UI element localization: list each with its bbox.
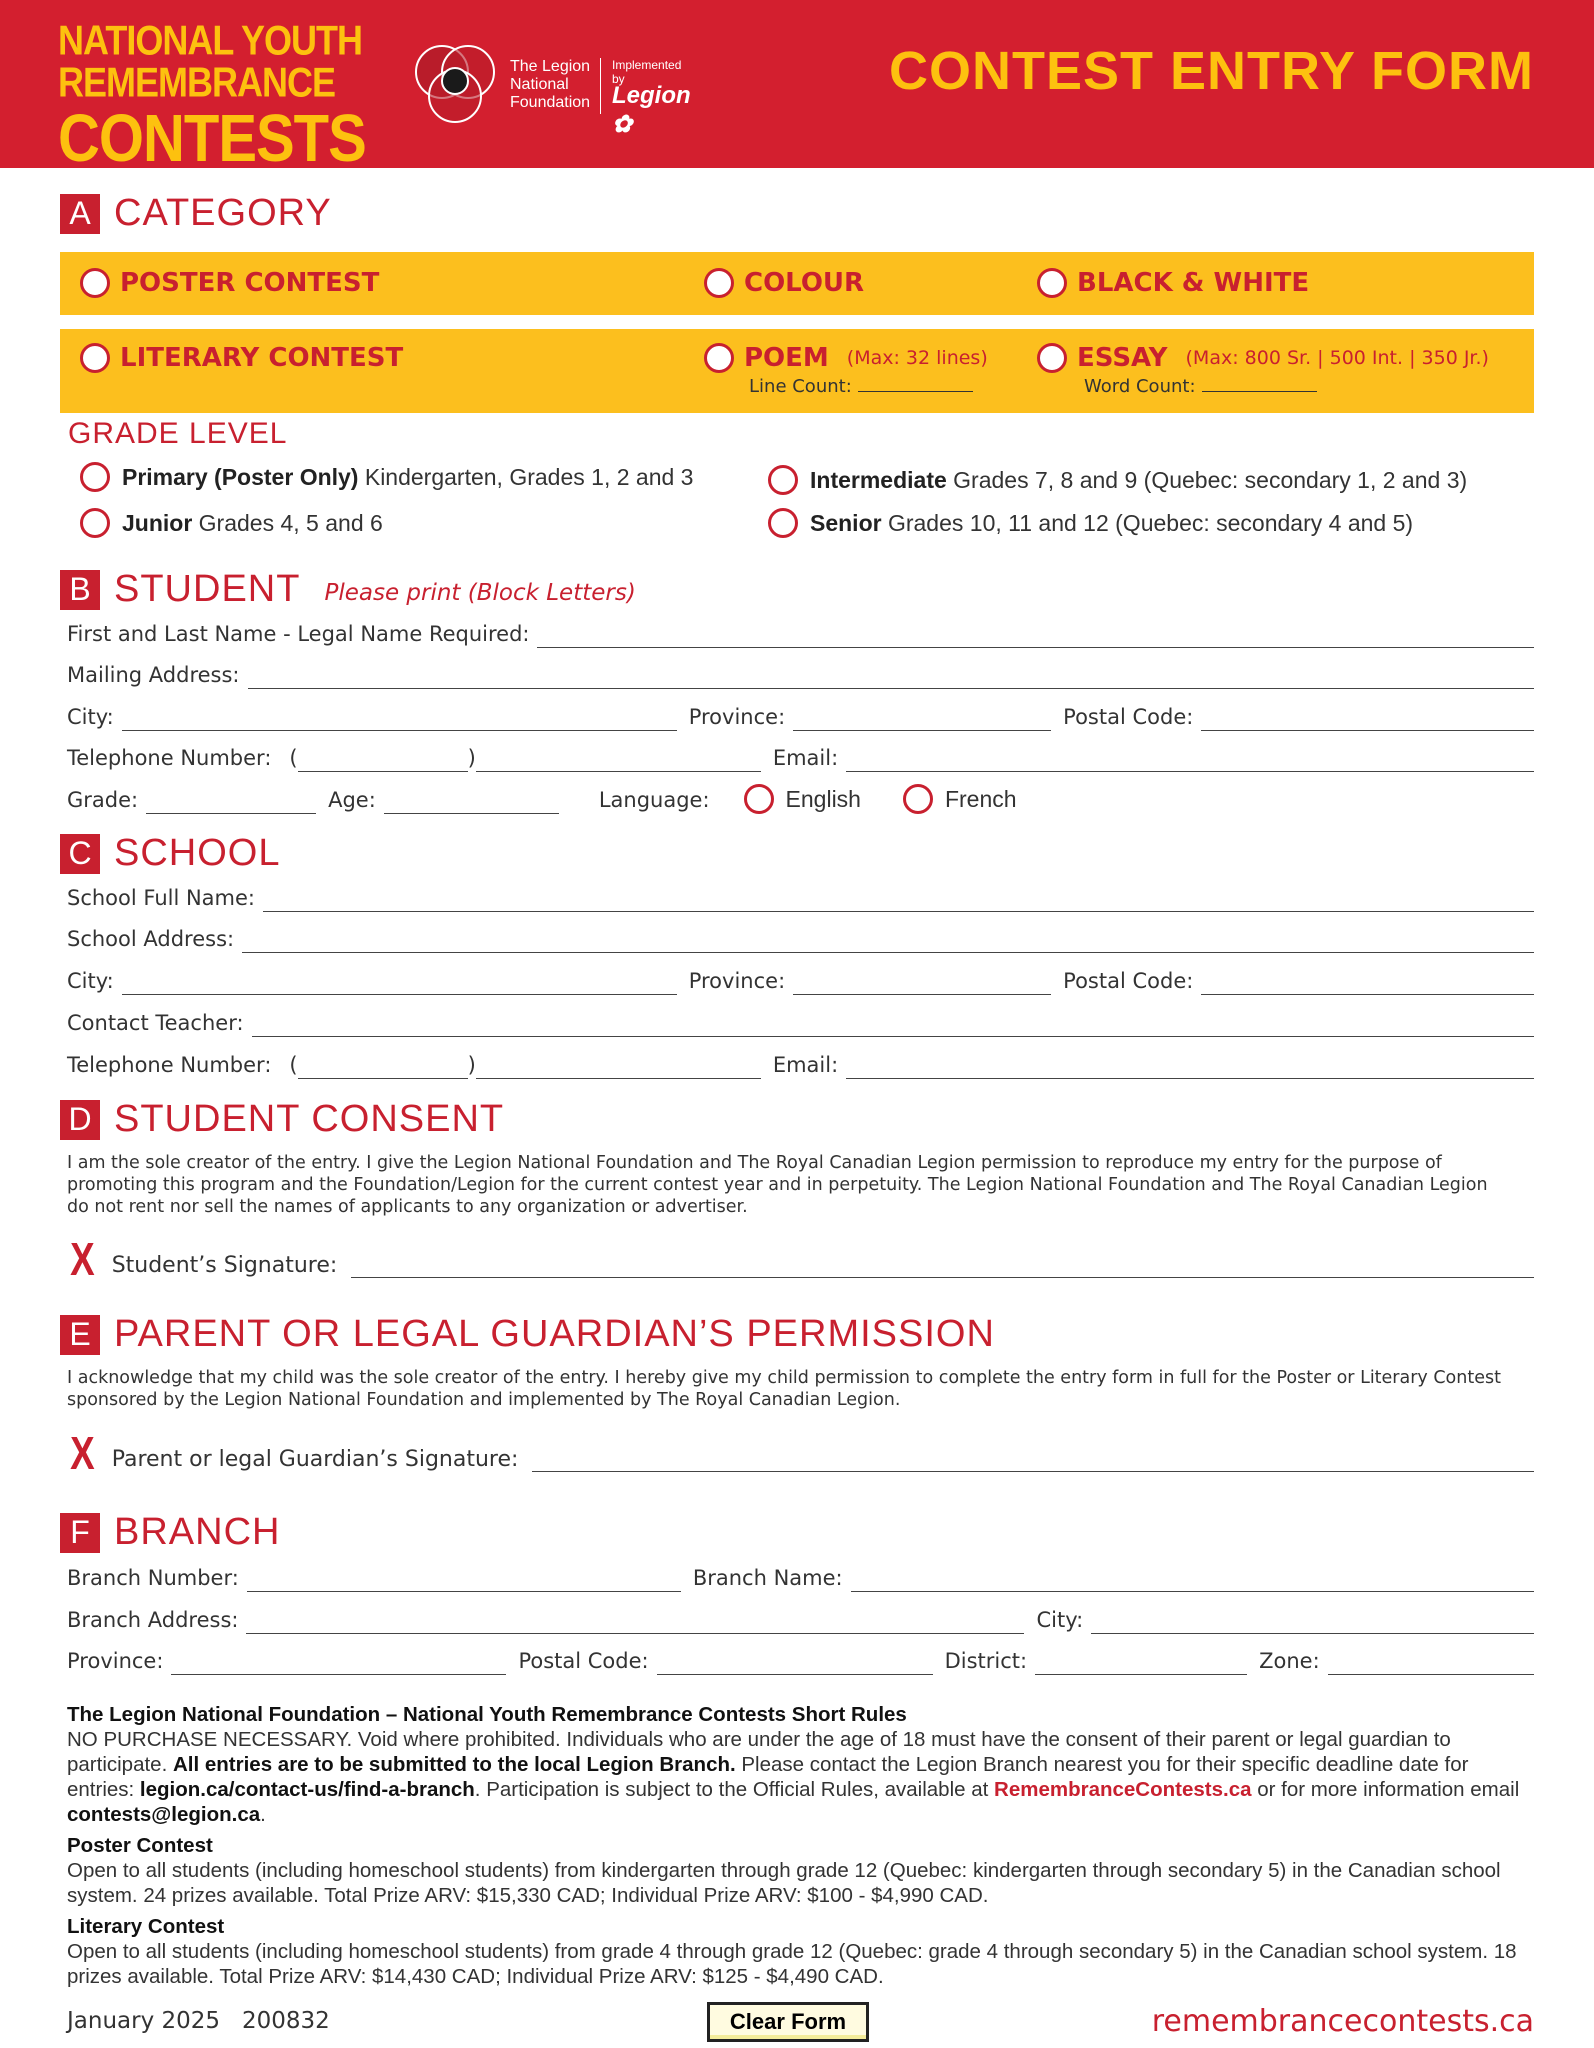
print-note: Please print (Block Letters) [324, 579, 636, 606]
field-label: Student’s Signature: [111, 1253, 338, 1278]
grade-desc: Grades 10, 11 and 12 (Quebec: secondary 4 and 5) [887, 509, 1414, 536]
field-label: Province: [688, 705, 786, 729]
guardian-signature-input[interactable] [532, 1450, 1534, 1472]
grade-desc: Grades 7, 8 and 9 (Quebec: secondary 1, 2 and 3) [953, 466, 1468, 493]
field-label: School Full Name: [67, 886, 256, 910]
short-rules [67, 1696, 1534, 1989]
x-mark-icon: X [70, 1233, 95, 1285]
language-english-option[interactable] [744, 784, 861, 814]
field-label: Parent or legal Guardian’s Signature: [111, 1447, 519, 1472]
student-age-input[interactable] [384, 792, 559, 814]
section-letter: E [60, 1315, 100, 1355]
section-letter: A [60, 194, 100, 234]
student-phone-input[interactable] [476, 750, 761, 772]
section-letter: F [60, 1513, 100, 1553]
grade-intermediate-option[interactable] [768, 465, 1467, 495]
logo-line: CONTESTS [58, 101, 366, 177]
form-title: CONTEST ENTRY FORM [888, 41, 1534, 101]
student-postal-input[interactable] [1201, 709, 1534, 731]
branch-province-row [67, 1645, 1534, 1675]
radio-button[interactable] [768, 508, 798, 538]
branch-district-input[interactable] [1035, 1653, 1247, 1675]
field-label: City: [67, 705, 114, 729]
school-city-row [67, 965, 1534, 995]
radio-button[interactable] [80, 508, 110, 538]
poppy-icon: ✿ [612, 111, 633, 138]
student-signature-row [67, 1233, 1534, 1285]
student-email-input[interactable] [846, 750, 1534, 772]
section-branch-heading [60, 1511, 280, 1554]
black-white-option[interactable] [1037, 268, 1309, 298]
paren: ( [289, 746, 298, 770]
field-label: Postal Code: [518, 1649, 649, 1673]
section-permission-heading [60, 1313, 995, 1356]
section-letter: D [60, 1100, 100, 1140]
field-label: Province: [67, 1649, 164, 1673]
clear-form-button[interactable]: Clear Form [707, 2002, 869, 2042]
school-postal-input[interactable] [1201, 973, 1534, 995]
student-grade-row [67, 784, 1534, 814]
section-title: PARENT OR LEGAL GUARDIAN’S PERMISSION [114, 1313, 995, 1355]
grade-name: Intermediate [810, 466, 947, 493]
language-french-option[interactable] [903, 784, 1017, 814]
colour-option[interactable] [704, 268, 864, 298]
poster-rules-title: Poster Contest [67, 1834, 213, 1857]
section-title: BRANCH [114, 1511, 281, 1553]
official-rules-link[interactable]: RemembranceContests.ca [994, 1778, 1252, 1801]
field-label: City: [67, 969, 114, 993]
section-school-heading [60, 832, 280, 875]
section-category-heading [60, 192, 332, 235]
divider [600, 58, 601, 114]
branch-address-row [67, 1604, 1534, 1634]
section-title: STUDENT CONSENT [114, 1098, 505, 1140]
find-branch-link[interactable]: legion.ca/contact-us/find-a-branch [139, 1778, 475, 1801]
school-province-input[interactable] [793, 973, 1051, 995]
foundation-name: The Legion National Foundation [510, 58, 591, 111]
radio-button[interactable] [768, 465, 798, 495]
grade-name: Junior [122, 509, 193, 536]
school-name-row [67, 882, 1534, 912]
field-label: Mailing Address: [67, 663, 240, 687]
grade-desc: Kindergarten, Grades 1, 2 and 3 [364, 463, 694, 490]
branch-zone-input[interactable] [1328, 1653, 1534, 1675]
literary-band [60, 329, 1534, 413]
venn-circles-icon [410, 38, 500, 133]
essay-option[interactable] [1037, 343, 1489, 373]
field-label: Postal Code: [1063, 705, 1194, 729]
student-name-row [67, 618, 1534, 648]
field-label: Zone: [1259, 1649, 1320, 1673]
section-title: CATEGORY [114, 192, 332, 234]
contact-email-link[interactable]: contests@legion.ca [67, 1803, 261, 1826]
poster-rules-text: Open to all students (including homeschool students) from kindergarten through grade 12 (Quebec: kindergarten through secondary 5) in the Canadian school system. 24 prizes available. Total Prize ARV: $15,330 CAD; Individual Prize ARV: $100 - $4,990 CAD. [67, 1859, 1501, 1907]
rules-text: or for more information email [1251, 1778, 1520, 1801]
radio-button[interactable] [80, 462, 110, 492]
school-teacher-row [67, 1007, 1534, 1037]
website-link[interactable]: remembrancecontests.ca [1151, 2004, 1534, 2039]
option-label: ESSAY [1077, 343, 1168, 373]
rules-text: Please contact the Legion Branch nearest you for their specific deadline date for entries: [67, 1753, 1469, 1801]
field-label: Email: [772, 1053, 839, 1077]
option-note: (Max: 800 Sr. | 500 Int. | 350 Jr.) [1185, 347, 1489, 369]
form-code: 200832 [241, 2008, 330, 2034]
footer-date [67, 2008, 330, 2034]
school-address-input[interactable] [242, 931, 1534, 953]
field-label: Branch Address: [67, 1608, 239, 1632]
branch-province-input[interactable] [171, 1653, 506, 1675]
section-title: STUDENT [114, 568, 301, 610]
field-label: Branch Number: [67, 1566, 239, 1590]
permission-text: I acknowledge that my child was the sole creator of the entry. I hereby give my child permission to complete the entry form in full for the Poster or Literary Contest sponsored by the Legion National Foundation and implemented by The Royal Canadian Legion. [67, 1368, 1501, 1410]
legion-logo [612, 82, 691, 139]
option-label: COLOUR [744, 268, 865, 298]
field-label: Contact Teacher: [67, 1011, 244, 1035]
implemented-by: Implemented by [612, 58, 682, 86]
rules-text: . Participation is subject to the Official Rules, available at [474, 1778, 995, 1801]
poster-band [60, 252, 1534, 315]
option-label: POSTER CONTEST [120, 268, 380, 298]
legion-wordmark: Legion [612, 82, 691, 109]
school-address-row [67, 923, 1534, 953]
grade-level-heading: GRADE LEVEL [68, 417, 288, 450]
field-label: Branch Name: [692, 1566, 843, 1590]
radio-button[interactable] [704, 268, 734, 298]
consent-text: I am the sole creator of the entry. I give the Legion National Foundation and The Royal Canadian Legion permission to reproduce my entry for the purpose of promoting this program and the Foundation/Legion for the current contest year and in perpetuity. The Legion National Foundation and The Royal Canadian Legion do not rent nor sell the names of applicants to any organization or advertiser. [67, 1153, 1488, 1217]
guardian-signature-row [67, 1427, 1534, 1479]
grade-name: Primary (Poster Only) [122, 463, 359, 490]
field-label: Age: [328, 788, 376, 812]
school-phone-input[interactable] [476, 1057, 761, 1079]
word-count-field[interactable] [1084, 376, 1317, 397]
school-area-code-input[interactable] [298, 1057, 468, 1079]
branch-name-input[interactable] [851, 1570, 1534, 1592]
field-label: First and Last Name - Legal Name Required: [67, 622, 530, 646]
poem-option[interactable] [704, 343, 988, 373]
rules-paragraph [67, 1727, 1534, 1827]
rules-title: The Legion National Foundation – National Youth Remembrance Contests Short Rules [67, 1703, 907, 1726]
literary-rules-text: Open to all students (including homeschool students) from grade 4 through grade 12 (Quebec: grade 4 through secondary 5) in the Canadian school system. 18 prizes available. Total Prize ARV: $14,430 CAD; Individual Prize ARV: $125 - $4,490 CAD. [67, 1940, 1517, 1988]
contests-logo [58, 16, 366, 177]
branch-number-input[interactable] [247, 1570, 681, 1592]
student-city-row [67, 701, 1534, 731]
radio-button[interactable] [1037, 343, 1067, 373]
form-date: January 2025 [67, 2008, 221, 2034]
branch-postal-input[interactable] [657, 1653, 933, 1675]
field-label: Telephone Number: [67, 1053, 272, 1077]
header-banner [0, 0, 1594, 177]
contact-teacher-input[interactable] [252, 1015, 1534, 1037]
section-title: SCHOOL [114, 832, 281, 874]
student-address-input[interactable] [248, 667, 1534, 689]
rules-bold: All entries are to be submitted to the local Legion Branch. [172, 1753, 736, 1776]
student-phone-row [67, 742, 1534, 772]
line-count-field[interactable] [749, 376, 973, 397]
field-label: Postal Code: [1063, 969, 1194, 993]
student-signature-input[interactable] [351, 1256, 1534, 1278]
section-student-heading [60, 568, 636, 611]
section-letter: C [60, 834, 100, 874]
option-label: French [944, 785, 1017, 812]
radio-button[interactable] [80, 343, 110, 373]
grade-name: Senior [810, 509, 882, 536]
paren: ( [289, 1053, 298, 1077]
x-mark-icon: X [70, 1427, 95, 1479]
grade-desc: Grades 4, 5 and 6 [198, 509, 383, 536]
school-city-input[interactable] [122, 973, 677, 995]
student-city-input[interactable] [122, 709, 677, 731]
radio-button[interactable] [1037, 268, 1067, 298]
student-name-input[interactable] [537, 626, 1534, 648]
field-label: Line Count: [749, 376, 852, 397]
grade-primary-option[interactable] [80, 462, 693, 492]
field-label: Grade: [67, 788, 139, 812]
section-consent-heading [60, 1098, 504, 1141]
radio-button[interactable] [744, 784, 774, 814]
option-label: POEM [744, 343, 829, 373]
field-label: District: [944, 1649, 1028, 1673]
poster-contest-option[interactable] [80, 268, 379, 298]
logo-line: NATIONAL YOUTH [58, 16, 363, 64]
option-label: English [785, 785, 861, 812]
field-label: Word Count: [1084, 376, 1196, 397]
radio-button[interactable] [704, 343, 734, 373]
grade-senior-option[interactable] [768, 508, 1413, 538]
school-phone-row [67, 1049, 1534, 1079]
rules-text: . [260, 1803, 266, 1826]
paren: ) [467, 746, 476, 770]
literary-contest-option[interactable] [80, 343, 403, 373]
student-province-input[interactable] [793, 709, 1051, 731]
field-label: Email: [772, 746, 839, 770]
option-label: BLACK & WHITE [1077, 268, 1310, 298]
school-email-input[interactable] [846, 1057, 1534, 1079]
field-line[interactable] [858, 391, 973, 392]
field-label: Telephone Number: [67, 746, 272, 770]
field-label: School Address: [67, 927, 235, 951]
school-name-input[interactable] [263, 890, 1534, 912]
field-label: Language: [598, 788, 710, 812]
branch-city-input[interactable] [1091, 1612, 1534, 1634]
branch-address-input[interactable] [246, 1612, 1024, 1634]
student-address-row [67, 659, 1534, 689]
student-grade-input[interactable] [146, 792, 316, 814]
field-line[interactable] [1202, 391, 1317, 392]
paren: ) [467, 1053, 476, 1077]
option-note: (Max: 32 lines) [846, 347, 988, 369]
option-label: LITERARY CONTEST [120, 343, 404, 373]
grade-junior-option[interactable] [80, 508, 383, 538]
field-label: City: [1036, 1608, 1084, 1632]
branch-number-row [67, 1562, 1534, 1592]
logo-line: REMEMBRANCE [58, 58, 335, 106]
literary-rules-title: Literary Contest [67, 1915, 225, 1938]
radio-button[interactable] [903, 784, 933, 814]
rules-text: NO PURCHASE NECESSARY. Void where prohibited. Individuals who are under the age of 18 must have the consent of their parent or legal guardian to participate. [67, 1728, 1451, 1776]
student-area-code-input[interactable] [298, 750, 468, 772]
section-letter: B [60, 570, 100, 610]
field-label: Province: [688, 969, 786, 993]
radio-button[interactable] [80, 268, 110, 298]
